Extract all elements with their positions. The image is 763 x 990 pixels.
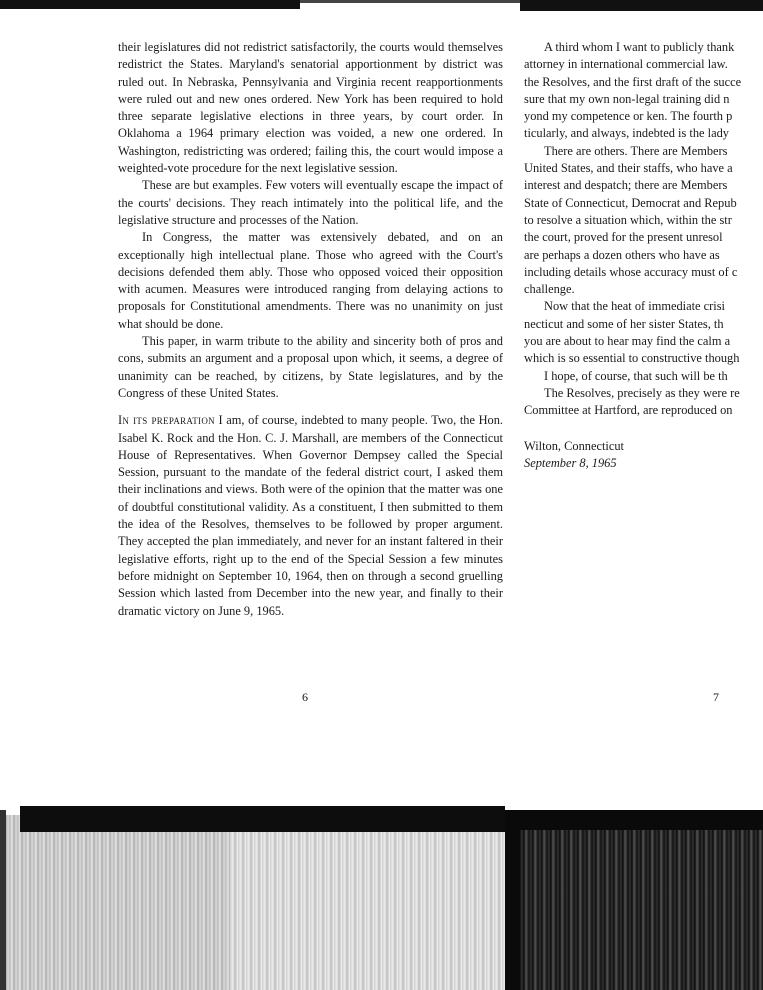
right-line: the court, proved for the present unresol <box>524 230 723 245</box>
right-line: United States, and their staffs, who have a <box>524 161 733 176</box>
scan-dark-band <box>20 806 505 832</box>
preparation-lead-in: In its preparation <box>118 413 215 428</box>
right-line: the Resolves, and the first draft of the succe <box>524 74 742 89</box>
right-line: Now that the heat of immediate crisi <box>544 299 725 314</box>
preparation-body: I am, of course, indebted to many people. Two, the Hon. Isabel K. Rock and the Hon. C. J. Marshall, are members of the Connecticut House of Representatives. When Governor Dempsey called the Special Session, pursuant to the mandate of the federal district court, I asked them their inclinations and views. Both were of the opinion that the matter was one of doubtful constitutional validity. As a constituent, I then submitted to them the idea of the Resolves, themselves to be followed by proper argument. They accepted the plan immediately, and never for an instant faltered in their legislative efforts, right up to the end of the Special Session a few minutes before midnight on September 10, 1964, then on through a second gruelling Session which lasted from December into the new year, and finally to their dramatic victory on June 9, 1965. <box>118 413 503 618</box>
scan-left-edge <box>0 810 6 990</box>
right-line: A third whom I want to publicly thank <box>544 40 735 54</box>
right-line: interest and despatch; there are Members <box>524 178 728 193</box>
left-page-number: 6 <box>302 690 308 704</box>
right-line: ticularly, and always, indebted is the lady <box>524 126 729 141</box>
right-line: are perhaps a dozen others who have as <box>524 247 720 262</box>
right-line: challenge. <box>524 282 575 297</box>
left-paragraph-1: their legislatures did not redistrict satisfactorily, the courts would themselves redistrict the States. Maryland's senatorial apportionment by district was ruled out. In Nebraska, Pennsylvania and Virginia recent reapportionments were ruled out and new ones ordered. New York has been required to hold three separate legislative elections in three years, by court order. In Oklahoma a 1964 primary election was voided, a new one ordered. In Washington, redistricting was ordered; failing this, the court would impose a weighted-vote procedure for the next legislative session. <box>118 40 503 176</box>
right-page-text <box>524 39 763 472</box>
right-line: attorney in international commercial law. <box>524 57 728 72</box>
right-line: There are others. There are Members <box>544 143 728 158</box>
right-line: sure that my own non-legal training did n <box>524 91 730 106</box>
right-line: yond my competence or ken. The fourth p <box>524 109 733 124</box>
scan-artifact-right-strip <box>520 830 763 990</box>
right-line: including details whose accuracy must of c <box>524 264 738 279</box>
right-line: which is so essential to constructive though <box>524 351 740 366</box>
right-line: necticut and some of her sister States, th <box>524 316 724 331</box>
signoff-place: Wilton, Connecticut <box>524 438 624 453</box>
scan-artifact-center <box>230 830 505 990</box>
left-paragraph-4: This paper, in warm tribute to the ability and sincerity both of pros and cons, submits an argument and a proposal upon which, it seems, a degree of unanimity can be reached, by citizens, by State legislatures, and by the Congress of these United States. <box>118 334 503 400</box>
left-paragraph-3: In Congress, the matter was extensively debated, and on an exceptionally high intellectual plane. Those who agreed with the Court's decisions defended them ably. Those who opposed voiced their opposition with acumen. Measures were introduced ranging from delaying actions to proposals for Constitutional amendments. There was no unanimity on just what should be done. <box>118 230 503 331</box>
right-line: State of Connecticut, Democrat and Repub <box>524 195 737 210</box>
right-line: Committee at Hartford, are reproduced on <box>524 403 733 418</box>
signoff-date: September 8, 1965 <box>524 455 617 470</box>
right-line: to resolve a situation which, within the str <box>524 212 732 227</box>
right-line: I hope, of course, that such will be th <box>544 368 728 383</box>
right-page-number: 7 <box>713 690 719 704</box>
left-paragraph-2: These are but examples. Few voters will eventually escape the impact of the courts' decisions. They reach intimately into the political life, and the legislative structure and processes of the Nation. <box>118 178 503 227</box>
right-line: The Resolves, precisely as they were re <box>544 385 740 400</box>
right-line: you are about to hear may find the calm a <box>524 334 731 349</box>
